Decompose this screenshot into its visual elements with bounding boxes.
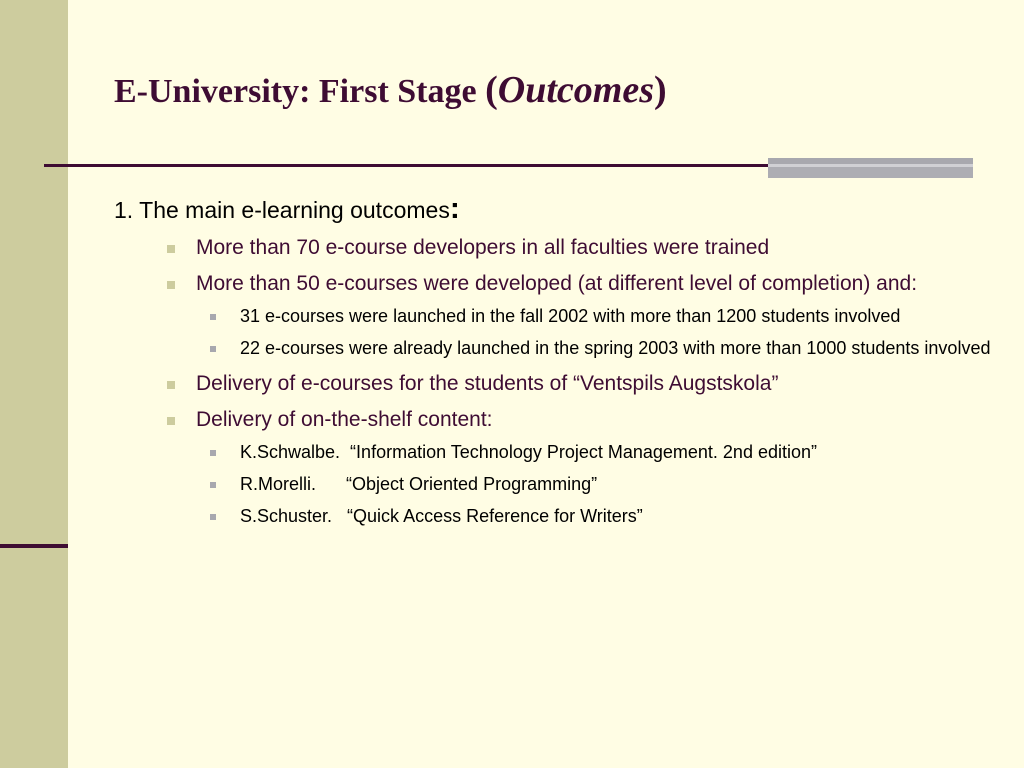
section-heading-colon: :: [449, 192, 460, 225]
section-heading-text: 1. The main e-learning outcomes: [114, 197, 450, 223]
sub-bullet-item: [208, 335, 994, 362]
sub-bullet-text: R.Morelli. “Object Oriented Programming”: [240, 474, 598, 494]
sub-bullet-text: S.Schuster. “Quick Access Reference for Writers”: [240, 506, 643, 526]
bullet-item: [164, 268, 994, 362]
square-bullet-icon: [167, 381, 175, 389]
sub-bullet-item: [208, 503, 994, 530]
section-heading: [114, 193, 994, 226]
slide-content: [114, 193, 994, 536]
slide-title: [114, 68, 667, 114]
title-italic: Outcomes: [497, 69, 654, 111]
bullet-text: More than 50 e-courses were developed (at different level of completion) and:: [196, 272, 918, 295]
accent-block: [768, 158, 973, 178]
sub-bullet-list: [196, 439, 994, 530]
title-main: E-University: First Stage: [114, 73, 486, 110]
title-open-paren: (: [485, 69, 498, 111]
sub-bullet-text: 31 e-courses were launched in the fall 2002 with more than 1200 students involved: [240, 306, 901, 326]
bullet-item: [164, 404, 994, 530]
bullet-item: [164, 368, 994, 399]
sub-bullet-item: [208, 303, 994, 330]
sub-bullet-text: K.Schwalbe. “Information Technology Project Management. 2nd edition”: [240, 442, 817, 462]
sidebar-band: [0, 0, 68, 768]
sub-bullet-item: [208, 439, 994, 466]
square-bullet-icon: [167, 281, 175, 289]
sub-bullet-text: 22 e-courses were already launched in the spring 2003 with more than 1000 students involved: [240, 338, 991, 358]
bullet-item: [164, 232, 994, 263]
square-bullet-icon: [210, 450, 216, 456]
sub-bullet-item: [208, 471, 994, 498]
bullet-text: Delivery of e-courses for the students of “Ventspils Augstskola”: [196, 372, 779, 395]
title-close-paren: ): [653, 69, 667, 111]
header-rule: [44, 164, 770, 167]
bullet-text: Delivery of on-the-shelf content:: [196, 408, 493, 431]
square-bullet-icon: [210, 482, 216, 488]
square-bullet-icon: [167, 245, 175, 253]
square-bullet-icon: [167, 417, 175, 425]
bullet-list: [114, 232, 994, 530]
square-bullet-icon: [210, 346, 216, 352]
square-bullet-icon: [210, 314, 216, 320]
bullet-text: More than 70 e-course developers in all faculties were trained: [196, 236, 770, 259]
sub-bullet-list: [196, 303, 994, 362]
square-bullet-icon: [210, 514, 216, 520]
sidebar-rule: [0, 544, 68, 548]
